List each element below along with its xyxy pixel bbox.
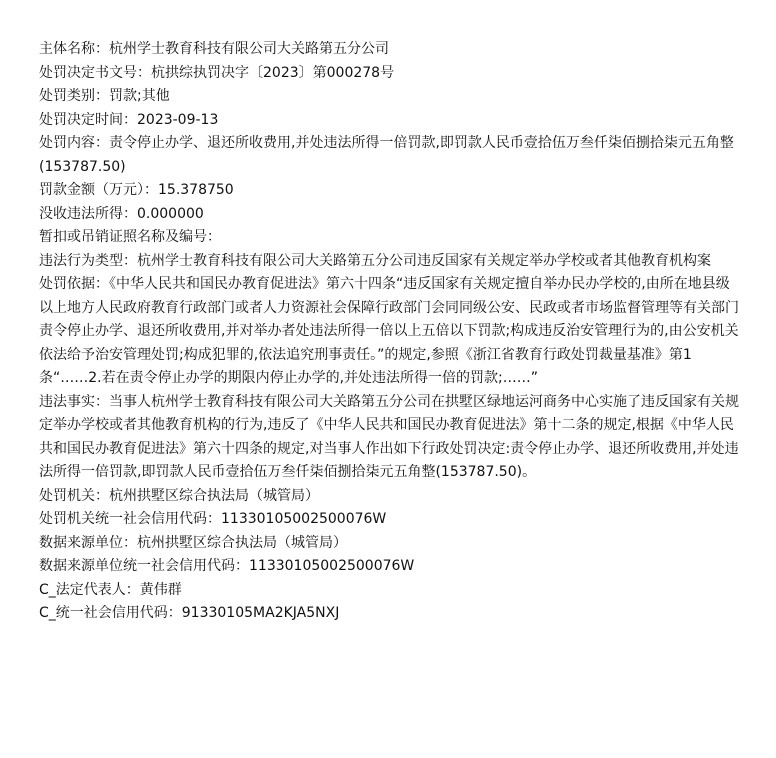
- confiscated-income: 没收违法所得：0.000000: [39, 205, 204, 222]
- company-credit-code: C_统一社会信用代码：91330105MA2KJA5NXJ: [39, 605, 340, 621]
- authority-credit-code: 处罚机关统一社会信用代码：11330105002500076W: [39, 511, 387, 527]
- data-source-unit: 数据来源单位：杭州拱墅区综合执法局（城管局）: [39, 534, 347, 551]
- violation-facts: 违法事实：当事人杭州学士教育科技有限公司大关路第五分公司在拱墅区绿地运河商务中心实施了违反国家有关规定举办学校或者其他教育机构的行为,违反了《中华人民共和国民办教育促进法》第十二条的规定,根据《中华人民共和国民办教育促进法》第六十四条的规定,对当事人作出如下行政处罚决定:责令停止办学、退还所收费用,并处违法所得一倍罚款,即罚款人民币壹拾伍万叁仟柒佰捌拾柒元五角整(153787.50)。: [39, 393, 739, 480]
- penalty-basis: 处罚依据：《中华人民共和国民办教育促进法》第六十四条“违反国家有关规定擅自举办民办学校的,由所在地县级以上地方人民政府教育行政部门或者人力资源社会保障行政部门会同同级公安、民政或者市场监督管理等有关部门责令停止办学、退还所收费用,并对举办者处违法所得一倍以上五倍以下罚款;构成违反治安管理行为的,由公安机关依法给予治安管理处罚;构成犯罪的,依法追究刑事责任。”的规定,参照《浙江省教育行政处罚裁量基准》第1条“……2.若在责令停止办学的期限内停止办学的,并处违法所得一倍的罚款;……”: [39, 276, 739, 386]
- fine-amount: 罚款金额（万元）：15.378750: [39, 182, 234, 198]
- legal-representative: C_法定代表人：黄伟群: [39, 581, 182, 598]
- data-source-credit-code: 数据来源单位统一社会信用代码：11330105002500076W: [39, 558, 415, 574]
- penalty-category: 处罚类别：罚款;其他: [39, 88, 170, 104]
- decision-document-number: 处罚决定书文号：杭拱综执罚决字〔2023〕第000278号: [39, 64, 395, 81]
- penalty-authority: 处罚机关：杭州拱墅区综合执法局（城管局）: [39, 487, 319, 504]
- penalty-content: 处罚内容：责令停止办学、退还所收费用,并处违法所得一倍罚款,即罚款人民币壹拾伍万叁仟柒佰捌拾柒元五角整(153787.50): [39, 135, 734, 175]
- license-info: 暂扣或吊销证照名称及编号：: [39, 229, 221, 245]
- document-body: [39, 38, 739, 626]
- violation-type: 违法行为类型：杭州学士教育科技有限公司大关路第五分公司违反国家有关规定举办学校或者其他教育机构案: [39, 252, 711, 269]
- decision-date: 处罚决定时间：2023-09-13: [39, 111, 219, 128]
- subject-name: 主体名称：杭州学士教育科技有限公司大关路第五分公司: [39, 41, 389, 57]
